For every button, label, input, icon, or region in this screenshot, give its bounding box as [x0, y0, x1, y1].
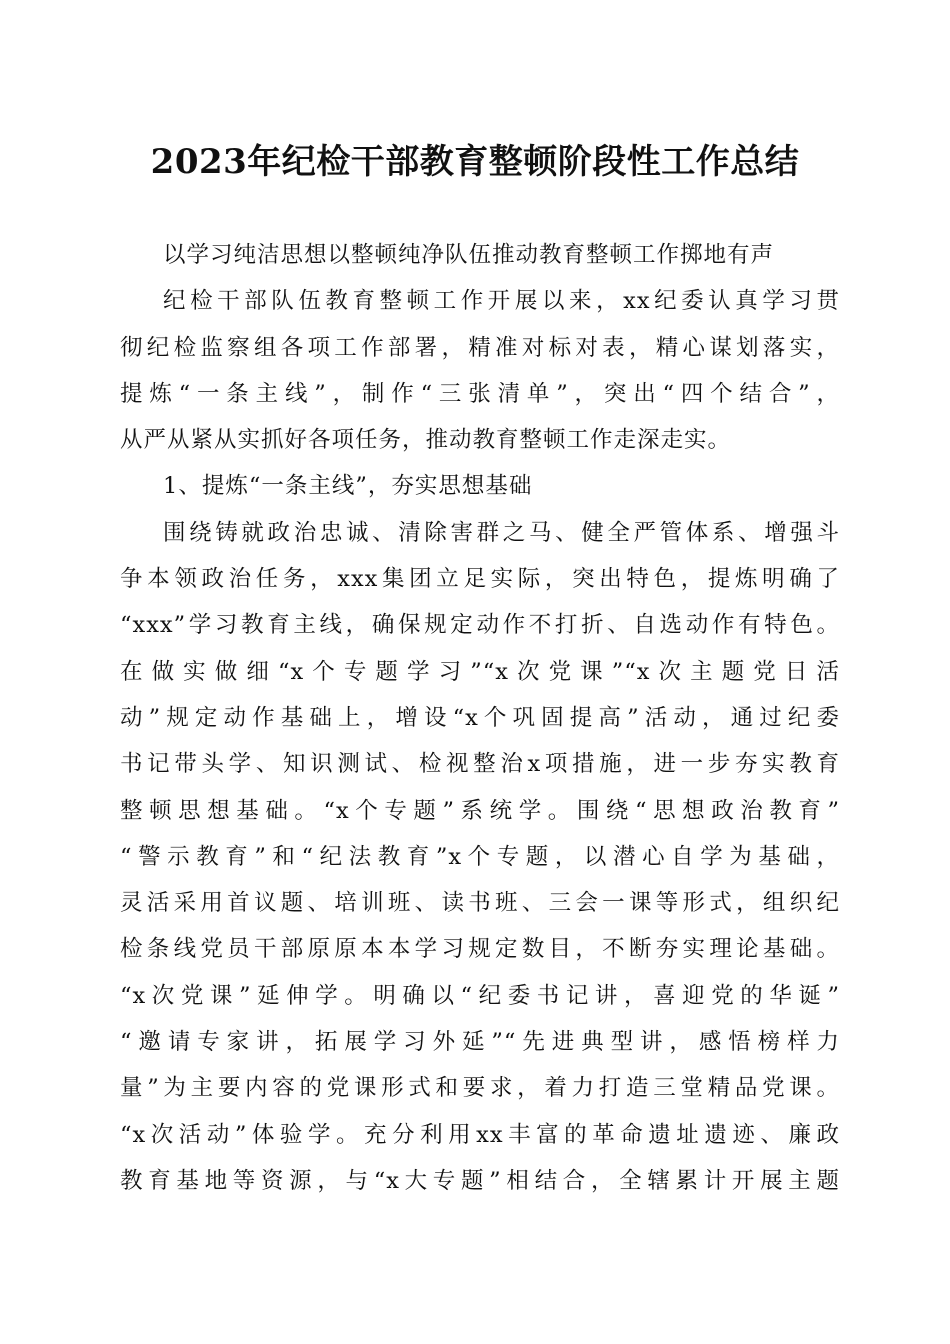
paragraph-line: 量”为主要内容的党课形式和要求，着力打造三堂精品党课。	[120, 1075, 840, 1102]
subtitle-line: 以学习纯洁思想以整顿纯净队伍推动教育整顿工作掷地有声	[163, 242, 775, 268]
paragraph-line: 书记带头学、知识测试、检视整治x项措施，进一步夯实教育	[120, 751, 840, 778]
paragraph-line: 争本领政治任务，xxx集团立足实际，突出特色，提炼明确了	[120, 566, 840, 593]
paragraph-line: 纪检干部队伍教育整顿工作开展以来，xx纪委认真学习贯	[163, 288, 840, 315]
paragraph-line: 灵活采用首议题、培训班、读书班、三会一课等形式，组织纪	[120, 890, 840, 917]
paragraph-line: 动”规定动作基础上，增设“x个巩固提高”活动，通过纪委	[120, 704, 840, 731]
paragraph-line: 教育基地等资源，与“x大专题”相结合，全辖累计开展主题	[120, 1167, 840, 1194]
paragraph-line: 检条线党员干部原原本本学习规定数目，不断夯实理论基础。	[120, 936, 840, 963]
paragraph-line: “警示教育”和“纪法教育”x个专题，以潜心自学为基础，	[120, 843, 840, 870]
document-body	[120, 232, 840, 1204]
paragraph-line: 在做实做细“x个专题学习”“x次党课”“x次主题党日活	[120, 658, 840, 685]
paragraph-line: “x次党课”延伸学。明确以“纪委书记讲，喜迎党的华诞”	[120, 982, 840, 1009]
paragraph-line: “x次活动”体验学。充分利用xx丰富的革命遗址遗迹、廉政	[120, 1121, 840, 1148]
section-heading: 1、提炼“一条主线”，夯实思想基础	[163, 473, 533, 500]
paragraph-line: 围绕铸就政治忠诚、清除害群之马、健全严管体系、增强斗	[163, 519, 840, 546]
paragraph-line: “xxx”学习教育主线，确保规定动作不打折、自选动作有特色。	[120, 612, 840, 639]
paragraph-line: 彻纪检监察组各项工作部署，精准对标对表，精心谋划落实，	[120, 334, 840, 361]
paragraph-line: 提炼“一条主线”，制作“三张清单”，突出“四个结合”，	[120, 380, 840, 407]
paragraph-line: 从严从紧从实抓好各项任务，推动教育整顿工作走深走实。	[120, 427, 732, 454]
document-title: 2023年纪检干部教育整顿阶段性工作总结	[150, 142, 800, 182]
paragraph-line: “邀请专家讲，拓展学习外延”“先进典型讲，感悟榜样力	[120, 1029, 840, 1056]
paragraph-line: 整顿思想基础。“x个专题”系统学。围绕“思想政治教育”	[120, 797, 840, 824]
